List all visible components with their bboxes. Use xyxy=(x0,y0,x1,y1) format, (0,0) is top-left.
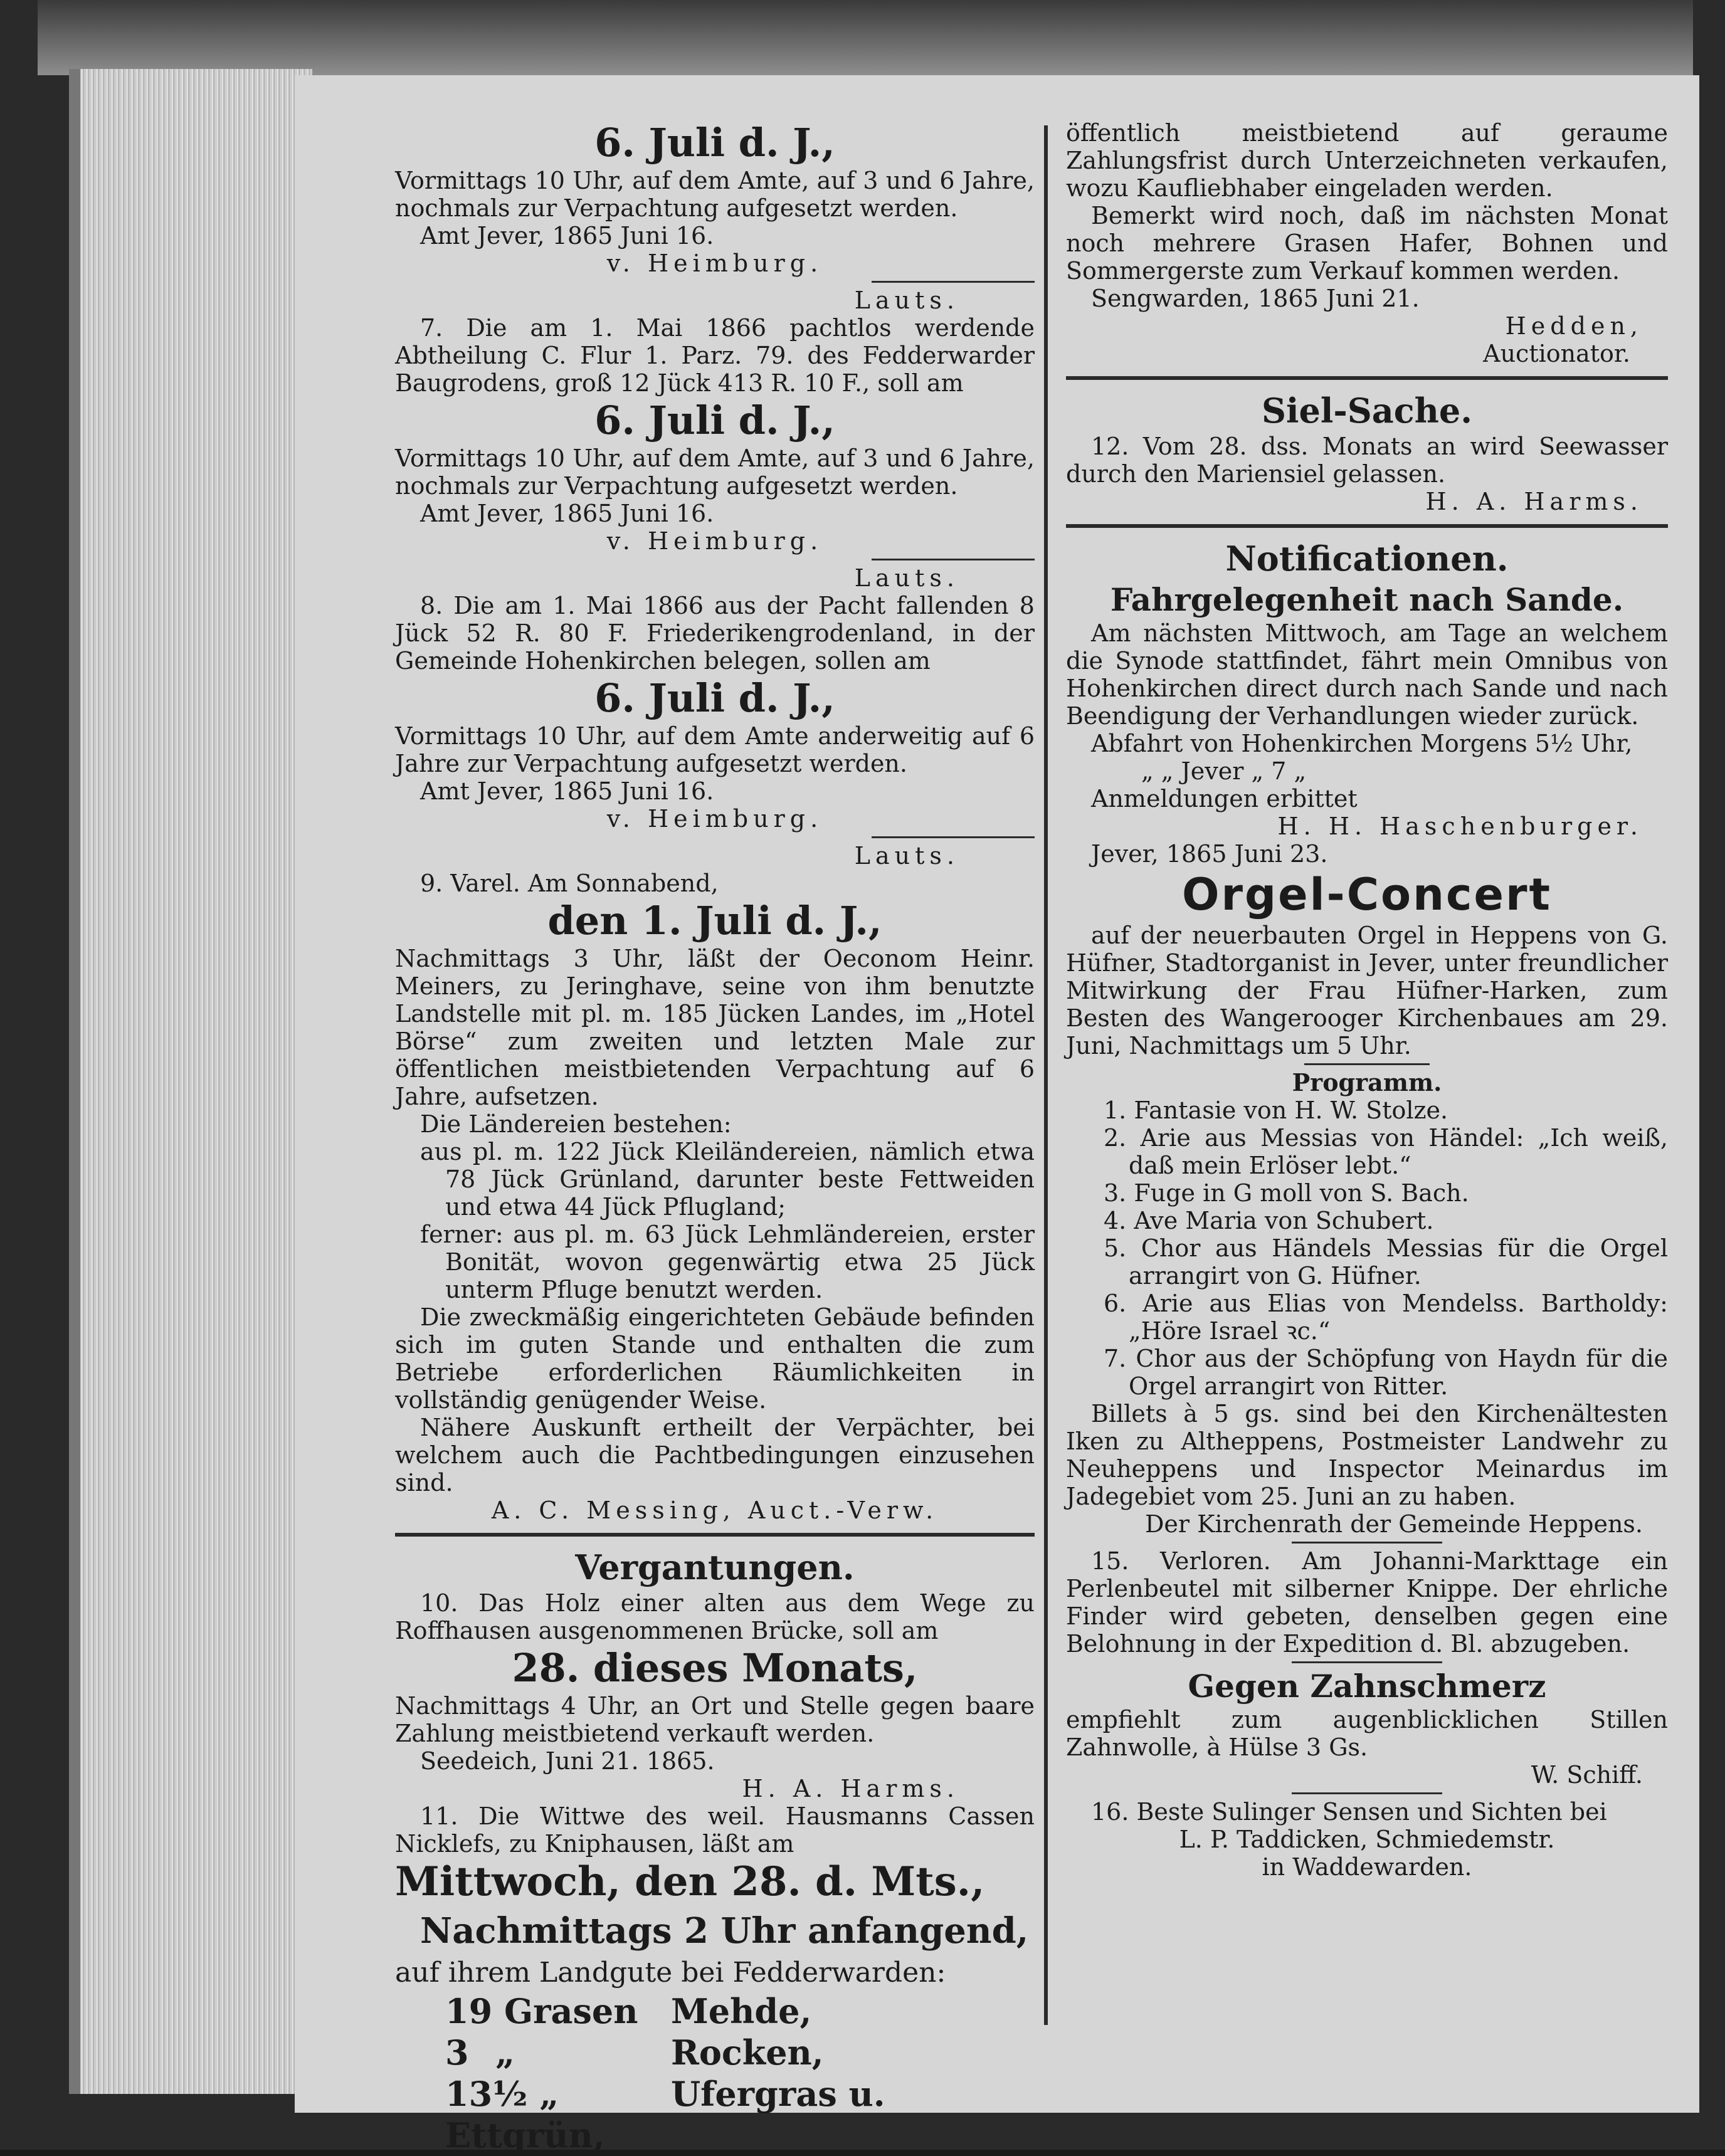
ad-heading: Gegen Zahnschmerz xyxy=(1188,1668,1546,1705)
ad-signature: H. H. Haschenburger. xyxy=(1277,812,1643,840)
notice-text: 11. Die Wittwe des weil. Hausmanns Cassen Nicklefs, zu Kniphausen, läßt am xyxy=(395,1802,1035,1858)
notice-text: öffentlich meistbietend auf geraume Zahlungsfrist durch Unterzeichneten verkaufen, wozu Kaufliebhaber eingeladen werden. xyxy=(1066,119,1668,202)
notice-text: 8. Die am 1. Mai 1866 aus der Pacht fallenden 8 Jück 52 R. 80 F. Friederikengrodenland, in der Gemeinde Hohenkirchen belegen, sollen am xyxy=(395,592,1035,675)
notice-date: Mittwoch, den 28. d. Mts., xyxy=(395,1858,985,1905)
notice-text: Nähere Auskunft ertheilt der Verpächter, bei welchem auch die Pachtbedingungen einzusehen sind. xyxy=(395,1414,1035,1496)
notice-text: ferner: aus pl. m. 63 Jück Lehmländereien, erster Bonität, wovon gegenwärtig etwa 25 Jück unterm Pfluge benutzt werden. xyxy=(420,1221,1035,1303)
notice-signature: H. A. Harms. xyxy=(1425,488,1643,515)
goods-item: Ufergras u. Ettgrün, xyxy=(445,2074,885,2155)
ad-text: 16. Beste Sulinger Sensen und Sichten bei xyxy=(1091,1798,1607,1826)
notice-place-date: Seedeich, Juni 21. 1865. xyxy=(420,1747,715,1775)
section-heading: Siel-Sache. xyxy=(1261,391,1473,431)
section-rule xyxy=(1066,524,1668,528)
notice-intro: 9. Varel. Am Sonnabend, xyxy=(420,870,719,897)
notice-text: 7. Die am 1. Mai 1866 pachtlos werdende Abtheilung C. Flur 1. Parz. 79. des Fedderwarder Baugrodens, groß 12 Jück 413 R. 10 F., soll am xyxy=(395,314,1035,397)
notice-text: Vormittags 10 Uhr, auf dem Amte anderweitig auf 6 Jahre zur Verpachtung aufgesetzt werden. xyxy=(395,722,1035,777)
notice-signature: v. Heimburg. xyxy=(606,805,823,833)
short-rule xyxy=(1292,1792,1442,1794)
ad-signature: L. P. Taddicken, Schmiedemstr. xyxy=(1179,1826,1555,1853)
ad-text: „ „ Jever „ 7 „ xyxy=(1141,757,1307,785)
section-rule xyxy=(395,1533,1035,1537)
goods-qty: 13½ „ xyxy=(445,2074,559,2114)
program-item: 1. Fantasie von H. W. Stolze. xyxy=(1104,1096,1448,1124)
notice-text: Vormittags 10 Uhr, auf dem Amte, auf 3 und 6 Jahre, nochmals zur Verpachtung aufgesetzt werden. xyxy=(395,167,1035,222)
notice-text: Nachmittags 4 Uhr, an Ort und Stelle gegen baare Zahlung meistbietend verkauft werden. xyxy=(395,1692,1035,1747)
program-item: 4. Ave Maria von Schubert. xyxy=(1104,1207,1434,1234)
concert-text: auf der neuerbauten Orgel in Heppens von G. Hüfner, Stadtorganist in Jever, unter freundlicher Mitwirkung der Frau Hüfner-Harken, zum Besten des Wangerooger Kirchenbaues am 29. Juni, Nachmittags um 5 Uhr. xyxy=(1066,922,1668,1060)
ad-place: in Waddewarden. xyxy=(1262,1853,1472,1881)
notice-subsignature: Lauts. xyxy=(854,842,959,870)
notice-text: 15. Verloren. Am Johanni-Markttage ein Perlenbeutel mit silberner Knippe. Der ehrliche Finder wird gebeten, denselben gegen eine Belohnung in der Expedition d. Bl. abzugeben. xyxy=(1066,1547,1668,1658)
program-item: 5. Chor aus Händels Messias für die Orgel arrangirt von G. Hüfner. xyxy=(1104,1234,1668,1290)
notice-signature: H. A. Harms. xyxy=(742,1775,959,1802)
left-column xyxy=(395,119,1035,2156)
goods-ditto: „ xyxy=(495,2032,515,2073)
notice-text: 10. Das Holz einer alten aus dem Wege zu Roffhausen ausgenommenen Brücke, soll am xyxy=(395,1589,1035,1644)
ad-signature: Der Kirchenrath der Gemeinde Heppens. xyxy=(1144,1510,1643,1538)
notice-place-date: Amt Jever, 1865 Juni 16. xyxy=(420,222,714,250)
short-rule xyxy=(872,559,1035,560)
notice-text: 12. Vom 28. dss. Monats an wird Seewasser durch den Mariensiel gelassen. xyxy=(1066,433,1668,488)
program-list xyxy=(1079,1096,1668,1400)
notice-date: 6. Juli d. J., xyxy=(594,120,835,166)
goods-qty: 19 Grasen xyxy=(445,1991,638,2031)
page-edges xyxy=(69,69,312,2094)
short-rule xyxy=(872,281,1035,283)
ad-text: empfiehlt zum augenblicklichen Stillen Zahnwolle, à Hülse 3 Gs. xyxy=(1066,1706,1668,1761)
notice-signature-title: Auctionator. xyxy=(1483,340,1630,367)
notice-date: 6. Juli d. J., xyxy=(594,397,835,443)
notice-place-date: Amt Jever, 1865 Juni 16. xyxy=(420,500,714,527)
ad-heading: Fahrgelegenheit nach Sande. xyxy=(1110,581,1624,618)
column-divider xyxy=(1044,125,1048,2025)
program-heading: Programm. xyxy=(1292,1068,1442,1096)
notice-signature: A. C. Messing, Auct.-Verw. xyxy=(491,1496,939,1524)
short-rule xyxy=(1304,1063,1430,1065)
program-item: 3. Fuge in G moll von S. Bach. xyxy=(1104,1179,1469,1207)
program-item: 6. Arie aus Elias von Mendelss. Bartholdy: „Höre Israel ꝛc.“ xyxy=(1104,1290,1668,1345)
book-top-edge xyxy=(38,0,1693,75)
notice-place-date: Amt Jever, 1865 Juni 16. xyxy=(420,777,714,805)
notice-text: aus pl. m. 122 Jück Kleiländereien, nämlich etwa 78 Jück Grünland, darunter beste Fettweiden und etwa 44 Jück Pflugland; xyxy=(420,1138,1035,1221)
notice-time: Nachmittags 2 Uhr anfangend, xyxy=(420,1910,1029,1952)
notice-text: Die zweckmäßig eingerichteten Gebäude befinden sich im guten Stande und enthalten die zum Betriebe erforderlichen Räumlichkeiten in vollständig genügender Weise. xyxy=(395,1303,1035,1414)
notice-text: Die Ländereien bestehen: xyxy=(420,1110,732,1138)
goods-qty: 3 xyxy=(445,2032,469,2073)
ad-text: Abfahrt von Hohenkirchen Morgens 5½ Uhr, xyxy=(1091,730,1633,757)
notice-signature: v. Heimburg. xyxy=(606,250,823,277)
ad-text: Am nächsten Mittwoch, am Tage an welchem die Synode stattfindet, fährt mein Omnibus von Hohenkirchen direct durch nach Sande und nach Beendigung der Verhandlungen wieder zurück. xyxy=(1066,619,1668,730)
notice-place-date: Sengwarden, 1865 Juni 21. xyxy=(1091,285,1420,312)
notice-subsignature: Lauts. xyxy=(854,287,959,314)
short-rule xyxy=(1292,1542,1442,1543)
section-heading: Vergantungen. xyxy=(575,1547,855,1587)
goods-row xyxy=(445,2073,1035,2156)
goods-item: Rocken, xyxy=(671,2032,824,2073)
short-rule xyxy=(872,836,1035,838)
notice-date: 6. Juli d. J., xyxy=(594,675,835,721)
goods-list xyxy=(395,1990,1035,2156)
goods-item: Mehde, xyxy=(671,1991,812,2031)
goods-row xyxy=(445,1990,1035,2032)
notice-signature: Hedden, xyxy=(1505,312,1643,340)
ad-text: Billets à 5 gs. sind bei den Kirchenältesten Iken zu Altheppens, Postmeister Landwehr zu Neuheppens und Inspector Meinardus im Jadegebiet vom 25. Juni an zu haben. xyxy=(1066,1400,1668,1510)
notice-text: Nachmittags 3 Uhr, läßt der Oeconom Heinr. Meiners, zu Jeringhave, seine von ihm benutzte Landstelle mit pl. m. 185 Jücken Landes, im „Hotel Börse“ zum zweiten und letzten Male zur öffentlichen meistbietenden Verpachtung auf 6 Jahre, aufsetzen. xyxy=(395,945,1035,1110)
program-item: 7. Chor aus der Schöpfung von Haydn für die Orgel arrangirt von Ritter. xyxy=(1104,1345,1668,1400)
goods-row xyxy=(445,2032,1035,2073)
notice-subsignature: Lauts. xyxy=(854,564,959,592)
ad-text: Anmeldungen erbittet xyxy=(1091,785,1358,812)
notice-signature: v. Heimburg. xyxy=(606,527,823,555)
notice-date: den 1. Juli d. J., xyxy=(547,898,882,944)
program-item: 2. Arie aus Messias von Händel: „Ich weiß, daß mein Erlöser lebt.“ xyxy=(1104,1124,1668,1179)
ad-signature: W. Schiff. xyxy=(1531,1761,1643,1789)
notice-date: 28. dieses Monats, xyxy=(512,1645,918,1691)
short-rule xyxy=(1292,1661,1442,1663)
notice-text: Vormittags 10 Uhr, auf dem Amte, auf 3 und 6 Jahre, nochmals zur Verpachtung aufgesetzt werden. xyxy=(395,444,1035,500)
concert-heading: Orgel-Concert xyxy=(1182,869,1552,920)
newspaper-page xyxy=(295,75,1699,2155)
ad-place-date: Jever, 1865 Juni 23. xyxy=(1091,840,1328,868)
section-rule xyxy=(1066,376,1668,380)
section-heading: Notificationen. xyxy=(1225,539,1509,579)
right-column xyxy=(1066,119,1668,1881)
notice-text: auf ihrem Landgute bei Fedderwarden: xyxy=(395,1957,946,1989)
notice-text: Bemerkt wird noch, daß im nächsten Monat noch mehrere Grasen Hafer, Bohnen und Sommergerste zum Verkauf kommen werden. xyxy=(1066,202,1668,285)
